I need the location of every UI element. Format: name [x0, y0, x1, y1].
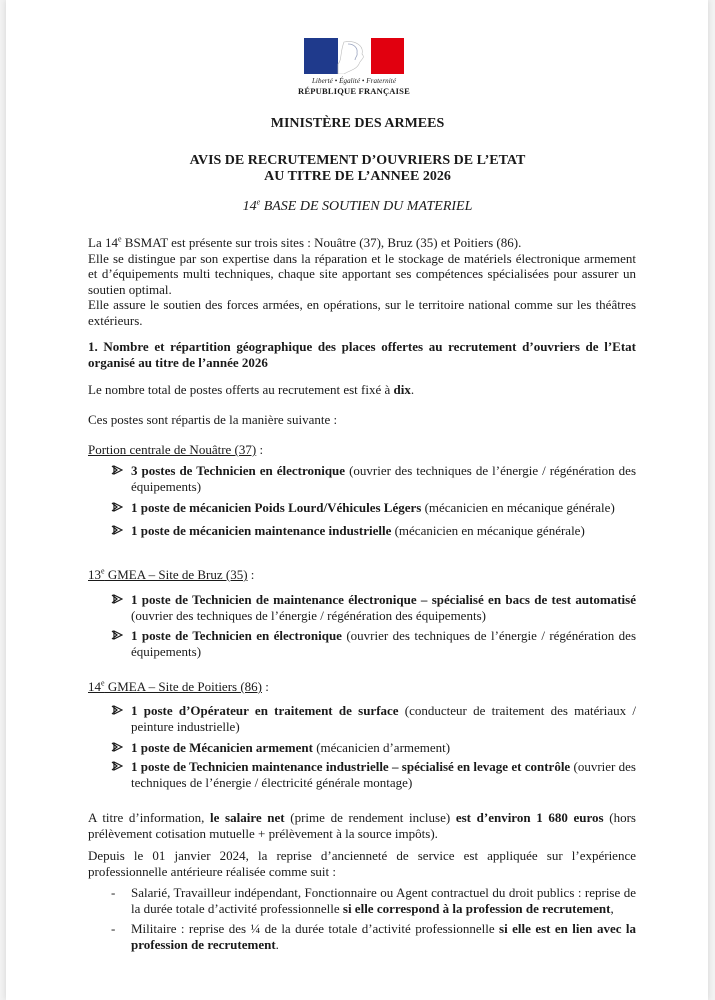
arrow-bullet-icon: [111, 464, 123, 476]
list-item: [111, 703, 636, 734]
post-title: 3 postes de Technicien en électronique: [131, 463, 346, 478]
republique-francaise-logo: [298, 38, 410, 96]
seniority-paragraph: Depuis le 01 janvier 2024, la reprise d’ancienneté de service est appliquée sur l’expérience professionnelle antérieure réalisée comme suit :: [88, 848, 636, 879]
dash-bullet: -: [111, 885, 116, 900]
group-title-poitiers: [88, 679, 636, 695]
group-title-bruz-text: GMEA – Site de Bruz (35): [104, 567, 248, 582]
list-item: [111, 921, 636, 952]
post-title: 1 poste de Technicien en électronique: [131, 628, 342, 643]
list-item: [111, 592, 636, 623]
intro-line1-post: BSMAT est présente sur trois sites : Nouâtre (37), Bruz (35) et Poitiers (86).: [121, 235, 522, 250]
arrow-bullet-icon: [111, 501, 123, 513]
recruitment-title: [0, 153, 715, 185]
base-subtitle: [0, 199, 715, 215]
section1-heading: 1. Nombre et répartition géographique des places offertes au recrutement d’ouvriers de l’Etat organisé au titre de l’année 2026: [88, 339, 636, 370]
group-title-poitiers-suffix: :: [262, 679, 269, 694]
recruitment-title-line2: AU TITRE DE L’ANNEE 2026: [264, 169, 451, 184]
arrow-bullet-icon: [111, 760, 123, 772]
bullet-end: ,: [610, 900, 614, 916]
post-detail: (ouvrier des techniques de l’énergie / régénération des équipements): [131, 607, 486, 623]
list-item: [111, 628, 636, 659]
list-item: [111, 463, 636, 494]
ministry-title: MINISTÈRE DES ARMEES: [270, 116, 445, 131]
total-posts-post: .: [410, 382, 415, 397]
post-detail: (ouvrier des techniques de l’énergie / électricité générale montage): [131, 759, 636, 790]
total-posts-text: [88, 382, 636, 398]
list-item: [111, 759, 636, 790]
arrow-bullet-icon: [111, 524, 123, 536]
post-detail: (conducteur de traitement des matériaux / peinture industrielle): [131, 703, 636, 734]
list-item: [111, 885, 636, 916]
post-title: 1 poste de Mécanicien armement: [131, 740, 313, 755]
arrow-bullet-icon: [111, 741, 123, 753]
base-sup: e: [256, 197, 261, 207]
republic-motto: Liberté • Égalité • Fraternité: [311, 77, 397, 85]
post-title: 1 poste de Technicien maintenance industrielle – spécialisé en levage et contrôle: [131, 759, 571, 774]
post-detail: (mécanicien en mécanique générale): [391, 523, 585, 538]
base-name: BASE DE SOUTIEN DU MATERIEL: [260, 199, 473, 214]
arrow-bullet-icon: [111, 704, 123, 716]
marianne-flag-icon: [304, 38, 404, 74]
post-detail: (ouvrier des techniques de l’énergie / régénération des équipements): [131, 463, 637, 494]
group-title-poitiers-num: 14: [88, 679, 101, 694]
salary-post: (hors prélèvement cotisation mutuelle + prélèvement à la source impôts).: [88, 810, 636, 841]
intro-paragraph: [88, 235, 636, 329]
arrow-bullet-icon: [111, 593, 123, 605]
group-title-poitiers-sup: e: [101, 678, 105, 688]
post-title: 1 poste de mécanicien Poids Lourd/Véhicules Légers: [131, 500, 422, 515]
group-title-nouatre: [88, 442, 636, 458]
group-title-bruz-num: 13: [88, 567, 101, 582]
republic-name: RÉPUBLIQUE FRANÇAISE: [298, 86, 410, 96]
post-detail: (mécanicien d’armement): [312, 740, 451, 755]
list-item: [111, 740, 636, 756]
post-title: 1 poste d’Opérateur en traitement de surface: [131, 703, 399, 718]
intro-expertise: Elle se distingue par son expertise dans la réparation et le stockage de matériels électronique armement et d’équipements multi techniques, chaque site apportant ses compétences spécialisées pour assurer un soutien optimal.: [88, 250, 636, 297]
group-title-bruz-suffix: :: [247, 567, 255, 582]
dash-bullet: -: [111, 921, 116, 936]
group-title-nouatre-suffix: :: [256, 442, 264, 457]
base-number: 14: [242, 199, 257, 214]
group-title-poitiers-text: GMEA – Site de Poitiers (86): [104, 679, 262, 694]
salary-amount: est d’environ 1 680 euros: [455, 810, 604, 825]
salary-paragraph: [88, 810, 636, 841]
bullet-condition: si elle correspond à la profession de recrutement: [342, 900, 611, 916]
intro-line1-sup: e: [117, 234, 122, 244]
intro-support: Elle assure le soutien des forces armées, en opérations, sur le territoire national comme sur les théâtres extérieurs.: [88, 297, 636, 328]
total-posts-count: dix: [393, 382, 411, 397]
post-detail: (ouvrier des techniques de l’énergie / régénération des équipements): [131, 628, 637, 659]
list-item: [111, 500, 636, 516]
salary-pre: A titre d’information,: [88, 810, 211, 825]
group-title-bruz-sup: e: [101, 566, 105, 576]
arrow-bullet-icon: [111, 629, 123, 641]
group-title-nouatre-text: Portion centrale de Nouâtre (37): [88, 442, 257, 457]
group-title-bruz: [88, 567, 636, 583]
total-posts-pre: Le nombre total de postes offerts au recrutement est fixé à: [88, 382, 394, 397]
salary-mid: (prime de rendement incluse): [284, 810, 456, 825]
salary-label: le salaire net: [210, 810, 285, 825]
bullet-end: .: [275, 936, 279, 952]
intro-line1-pre: La 14: [88, 235, 118, 250]
bullet-condition: si elle est en lien avec la profession de recrutement: [131, 921, 637, 952]
bullet-text: Militaire : reprise des ¼ de la durée totale d’activité professionnelle: [131, 921, 500, 936]
post-title: 1 poste de Technicien de maintenance électronique – spécialisé en bacs de test automatisé: [131, 592, 636, 607]
post-detail: (mécanicien en mécanique générale): [421, 500, 615, 515]
intro-line1: [88, 235, 636, 251]
recruitment-title-line1: AVIS DE RECRUTEMENT D’OUVRIERS DE L’ETAT: [189, 153, 526, 168]
list-item: [111, 523, 636, 539]
bullet-text: Salarié, Travailleur indépendant, Fonctionnaire ou Agent contractuel du droit publics : reprise de la durée totale d’activité professionnelle: [131, 885, 636, 916]
distribution-text: Ces postes sont répartis de la manière suivante :: [88, 412, 338, 427]
post-title: 1 poste de mécanicien maintenance industrielle: [131, 523, 392, 538]
